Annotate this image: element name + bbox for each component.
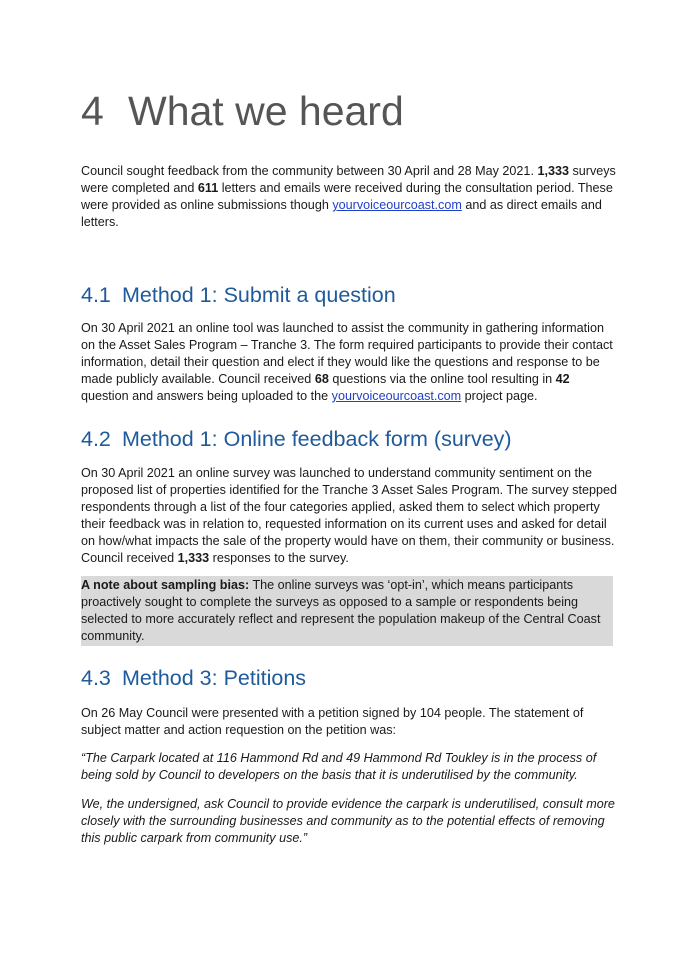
chapter-heading (81, 86, 404, 136)
section-4-1-number: 4.1 (81, 283, 111, 307)
s42-text-2: responses to the survey. (209, 551, 349, 565)
intro-link[interactable]: yourvoiceourcoast.com (332, 198, 462, 212)
section-4-2-heading (81, 425, 512, 453)
intro-text-3: letters and emails were received during the consultation period. These were provided as online submissions though (81, 181, 613, 212)
note-bold-label: A note about sampling bias: (81, 578, 250, 592)
petition-quote-2: We, the undersigned, ask Council to provide evidence the carpark is underutilised, consult more closely with the surrounding businesses and community as to the potential effects of removing this public carpark from community use.” (81, 797, 615, 845)
sampling-bias-note (81, 576, 613, 646)
intro-text-4: and as direct emails and letters. (81, 198, 602, 229)
section-4-1-paragraph (81, 320, 617, 405)
section-4-1-title: Method 1: Submit a question (122, 283, 396, 307)
section-4-2-paragraph (81, 465, 617, 567)
section-4-1-heading (81, 281, 396, 309)
note-text: The online surveys was ‘opt-in’, which means participants proactively sought to complete the surveys as opposed to a sample or respondents being selected to more accurately reflect and represent the population makeup of the Central Coast community. (81, 578, 601, 643)
section-4-3-title: Method 3: Petitions (122, 666, 307, 690)
petition-quote-1: “The Carpark located at 116 Hammond Rd and 49 Hammond Rd Toukley is in the process of being sold by Council to developers on the basis that it is underutilised by the community. (81, 751, 597, 782)
chapter-title: What we heard (128, 88, 404, 134)
section-4-2-title: Method 1: Online feedback form (survey) (122, 427, 512, 451)
s42-text-1: On 30 April 2021 an online survey was launched to understand community sentiment on the proposed list of properties identified for the Tranche 3 Asset Sales Program. The survey stepped respondents through a list of the four categories applied, asked them to select which property their feedback was in relation to, requested information on its current uses and asked for detail on how/what impacts the sale of the property would have on them, their community or business. Council received (81, 466, 617, 565)
s41-text-4: project page. (461, 389, 538, 403)
section-4-2-number: 4.2 (81, 427, 111, 451)
s41-link[interactable]: yourvoiceourcoast.com (331, 389, 462, 403)
intro-bold-letters: 611 (197, 181, 219, 195)
section-4-3-heading (81, 664, 306, 692)
s41-text-1: On 30 April 2021 an online tool was launched to assist the community in gathering information on the Asset Sales Program – Tranche 3. The form required participants to provide their contact information, detail their question and elect if they would like the questions and response to be made publicly available. Council received (81, 321, 613, 386)
intro-text-2: surveys were completed and (81, 164, 616, 195)
s41-text-3: question and answers being uploaded to the (81, 389, 332, 403)
intro-paragraph (81, 163, 617, 231)
section-4-3-paragraph: On 26 May Council were presented with a petition signed by 104 people. The statement of subject matter and action requestion on the petition was: (81, 706, 584, 737)
s41-text-2: questions via the online tool resulting in (328, 372, 556, 386)
chapter-number: 4 (81, 88, 104, 134)
section-4-3-number: 4.3 (81, 666, 111, 690)
intro-bold-surveys: 1,333 (537, 164, 569, 178)
intro-text-1: Council sought feedback from the community between 30 April and 28 May 2021. (81, 164, 538, 178)
s42-bold-responses: 1,333 (177, 551, 210, 565)
s41-bold-answers: 42 (555, 372, 570, 386)
s41-bold-questions: 68 (314, 372, 329, 386)
